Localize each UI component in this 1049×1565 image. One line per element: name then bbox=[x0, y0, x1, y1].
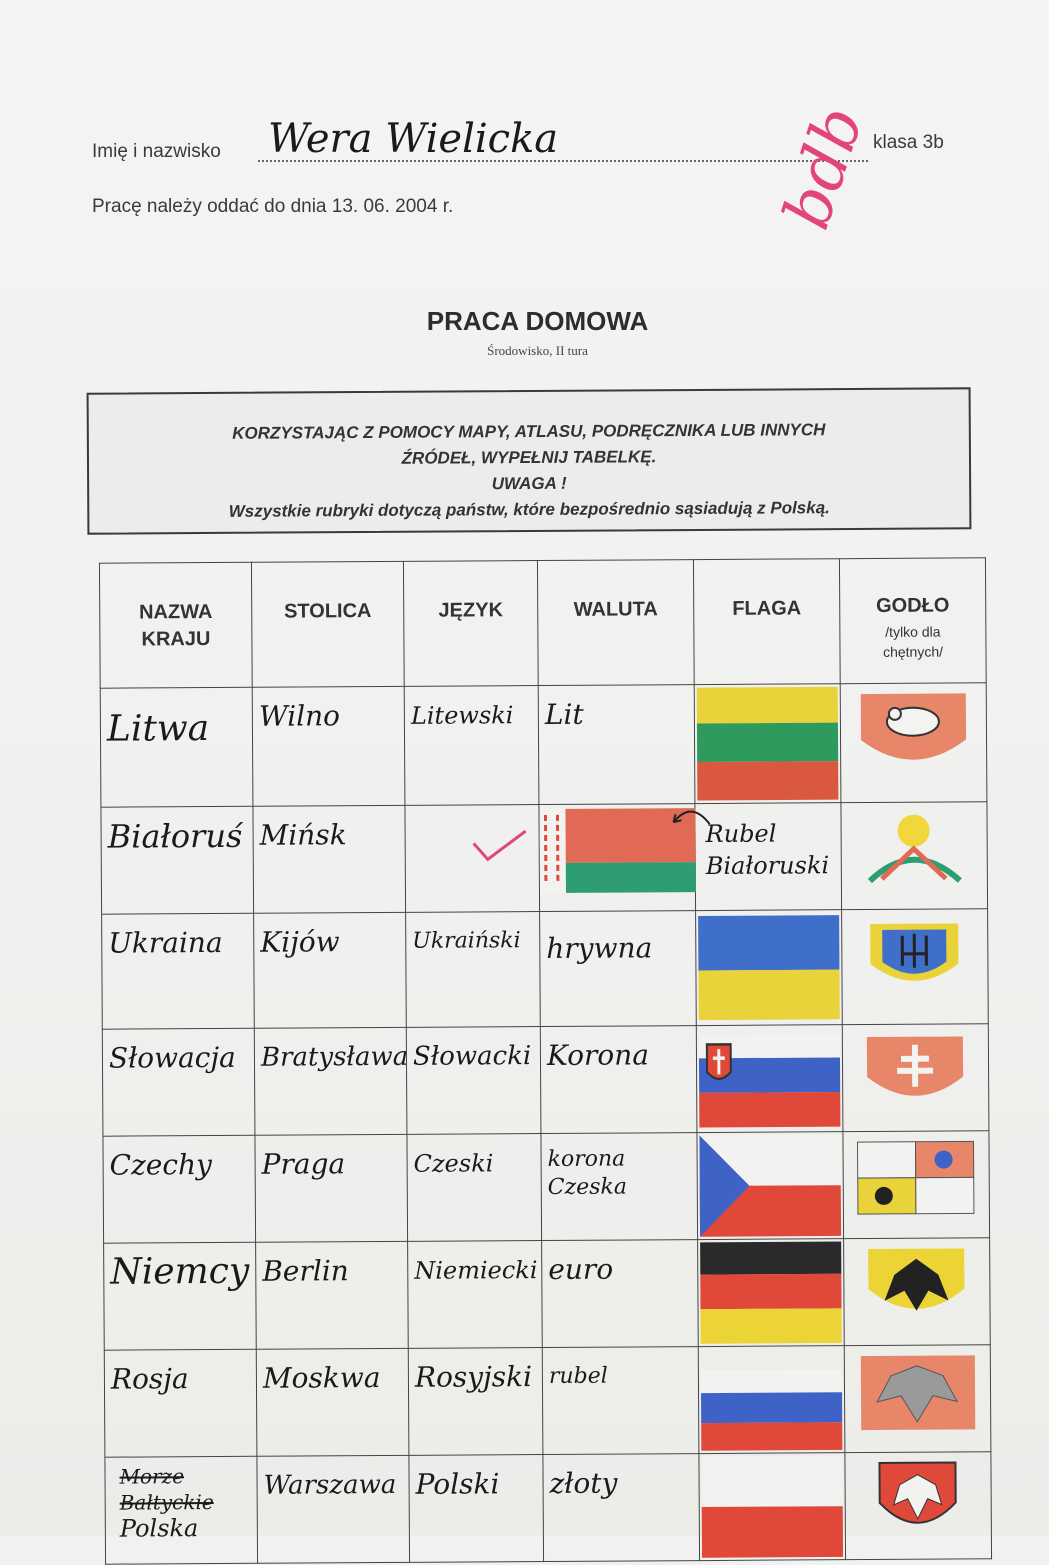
table-row bbox=[104, 1238, 991, 1350]
due-date-text: Pracę należy oddać do dnia 13. 06. 2004 r. bbox=[92, 196, 454, 217]
currency-text: Rubel Białoruski bbox=[705, 819, 830, 881]
flag-cell bbox=[697, 1132, 844, 1240]
currency-cell: Lit bbox=[538, 685, 695, 805]
table-row bbox=[100, 683, 987, 807]
currency-note-cell bbox=[695, 803, 842, 911]
table-row bbox=[104, 1345, 991, 1457]
emblem-cell bbox=[844, 1345, 991, 1453]
currency-cell: złoty bbox=[543, 1454, 700, 1562]
table-row bbox=[102, 1024, 989, 1136]
flag-cell bbox=[696, 1025, 843, 1133]
country-cell: Rosja bbox=[104, 1349, 257, 1457]
lithuania-emblem-image bbox=[851, 689, 976, 770]
flag-cell bbox=[694, 684, 841, 804]
header-language: JĘZYK bbox=[403, 561, 538, 687]
currency-cell bbox=[541, 1133, 698, 1241]
page-title: PRACA DOMOWA bbox=[426, 306, 649, 336]
capital-cell: Mińsk bbox=[253, 805, 406, 913]
russia-flag-image bbox=[699, 1346, 845, 1453]
language-cell: Polski bbox=[409, 1455, 544, 1563]
checkmark-icon bbox=[470, 827, 530, 863]
flag-cell bbox=[698, 1239, 845, 1347]
country-cell: Białoruś bbox=[101, 806, 254, 914]
country-cell bbox=[105, 1456, 258, 1564]
instructions-box bbox=[87, 387, 972, 534]
language-cell: Litewski bbox=[404, 686, 539, 806]
table-header-row bbox=[99, 558, 986, 688]
capital-cell: Moskwa bbox=[256, 1348, 409, 1456]
table-row bbox=[103, 1131, 990, 1243]
belarus-emblem-image bbox=[851, 808, 976, 889]
countries-table bbox=[99, 557, 992, 1564]
emblem-cell bbox=[841, 802, 988, 910]
country-cell: Czechy bbox=[103, 1135, 256, 1243]
poland-flag-image bbox=[699, 1453, 845, 1560]
emblem-cell bbox=[843, 1131, 990, 1239]
capital-cell: Warszawa bbox=[257, 1455, 410, 1563]
header-capital: STOLICA bbox=[251, 561, 404, 687]
flag-cell bbox=[696, 910, 843, 1026]
table-row bbox=[101, 802, 988, 914]
language-cell: Czeski bbox=[407, 1134, 542, 1242]
emblem-cell bbox=[842, 909, 989, 1025]
crossed-out-text: Morze bbox=[119, 1464, 185, 1489]
country-cell: Niemcy bbox=[104, 1242, 257, 1350]
ukraine-emblem-image bbox=[852, 915, 977, 996]
grade-mark: bdb bbox=[770, 98, 879, 238]
currency-cell: hrywna bbox=[540, 911, 697, 1027]
flag-cell bbox=[699, 1453, 846, 1561]
instruction-line-4: Wszystkie rubryki dotyczą państw, które bezpośrednio sąsiadują z Polską. bbox=[228, 498, 830, 521]
poland-emblem-image bbox=[855, 1458, 980, 1539]
capital-cell: Wilno bbox=[252, 686, 405, 806]
country-cell: Ukraina bbox=[102, 913, 255, 1029]
page-subtitle: Środowisko, II tura bbox=[487, 343, 588, 358]
crossed-out-text: Bałtyckie bbox=[119, 1490, 214, 1515]
slovakia-emblem-image bbox=[853, 1030, 978, 1111]
header-flag: FLAGA bbox=[693, 559, 840, 685]
language-cell: Słowacki bbox=[406, 1027, 541, 1135]
country-cell: Słowacja bbox=[102, 1028, 255, 1136]
flag-cell bbox=[698, 1346, 845, 1454]
lithuania-flag-image bbox=[695, 684, 841, 803]
student-name: Wera Wielicka bbox=[268, 116, 559, 162]
germany-emblem-image bbox=[854, 1244, 979, 1325]
language-cell: Ukraiński bbox=[406, 912, 541, 1028]
table-row bbox=[102, 909, 989, 1029]
capital-cell: Berlin bbox=[256, 1241, 409, 1349]
slovakia-flag-image bbox=[697, 1025, 843, 1132]
language-cell: Rosyjski bbox=[408, 1348, 543, 1456]
country-cell: Litwa bbox=[100, 687, 253, 807]
instruction-line-1: KORZYSTAJĄC Z POMOCY MAPY, ATLASU, PODRĘCZNIKA LUB INNYCH bbox=[232, 420, 826, 443]
emblem-cell bbox=[845, 1452, 992, 1560]
emblem-cell bbox=[842, 1024, 989, 1132]
russia-emblem-image bbox=[855, 1351, 980, 1432]
capital-cell: Praga bbox=[255, 1134, 408, 1242]
header-currency: WALUTA bbox=[537, 560, 694, 686]
emblem-cell bbox=[844, 1238, 991, 1346]
name-label: Imię i nazwisko bbox=[92, 141, 221, 162]
ukraine-flag-image bbox=[696, 910, 842, 1025]
header-emblem: GODŁO /tylko dla chętnych/ bbox=[839, 558, 986, 684]
header-country: NAZWA KRAJU bbox=[99, 562, 252, 688]
instruction-line-3: UWAGA ! bbox=[491, 473, 567, 494]
language-cell bbox=[405, 805, 540, 913]
currency-line-1: korona bbox=[547, 1146, 626, 1172]
currency-cell: rubel bbox=[542, 1347, 699, 1455]
currency-line-2: Czeska bbox=[547, 1174, 628, 1200]
class-label: klasa 3b bbox=[873, 132, 944, 153]
czech-emblem-image bbox=[853, 1137, 978, 1218]
country-name: Polska bbox=[119, 1514, 199, 1543]
germany-flag-image bbox=[698, 1239, 844, 1346]
emblem-cell bbox=[840, 683, 987, 803]
currency-cell: euro bbox=[542, 1240, 699, 1348]
czech-flag-image bbox=[697, 1132, 843, 1239]
instruction-line-2: ŹRÓDEŁ, WYPEŁNIJ TABELKĘ. bbox=[401, 447, 657, 468]
capital-cell: Bratysława bbox=[254, 1027, 407, 1135]
table-row bbox=[105, 1452, 992, 1564]
currency-cell: Korona bbox=[540, 1026, 697, 1134]
language-cell: Niemiecki bbox=[408, 1241, 543, 1349]
capital-cell: Kijów bbox=[254, 912, 407, 1028]
